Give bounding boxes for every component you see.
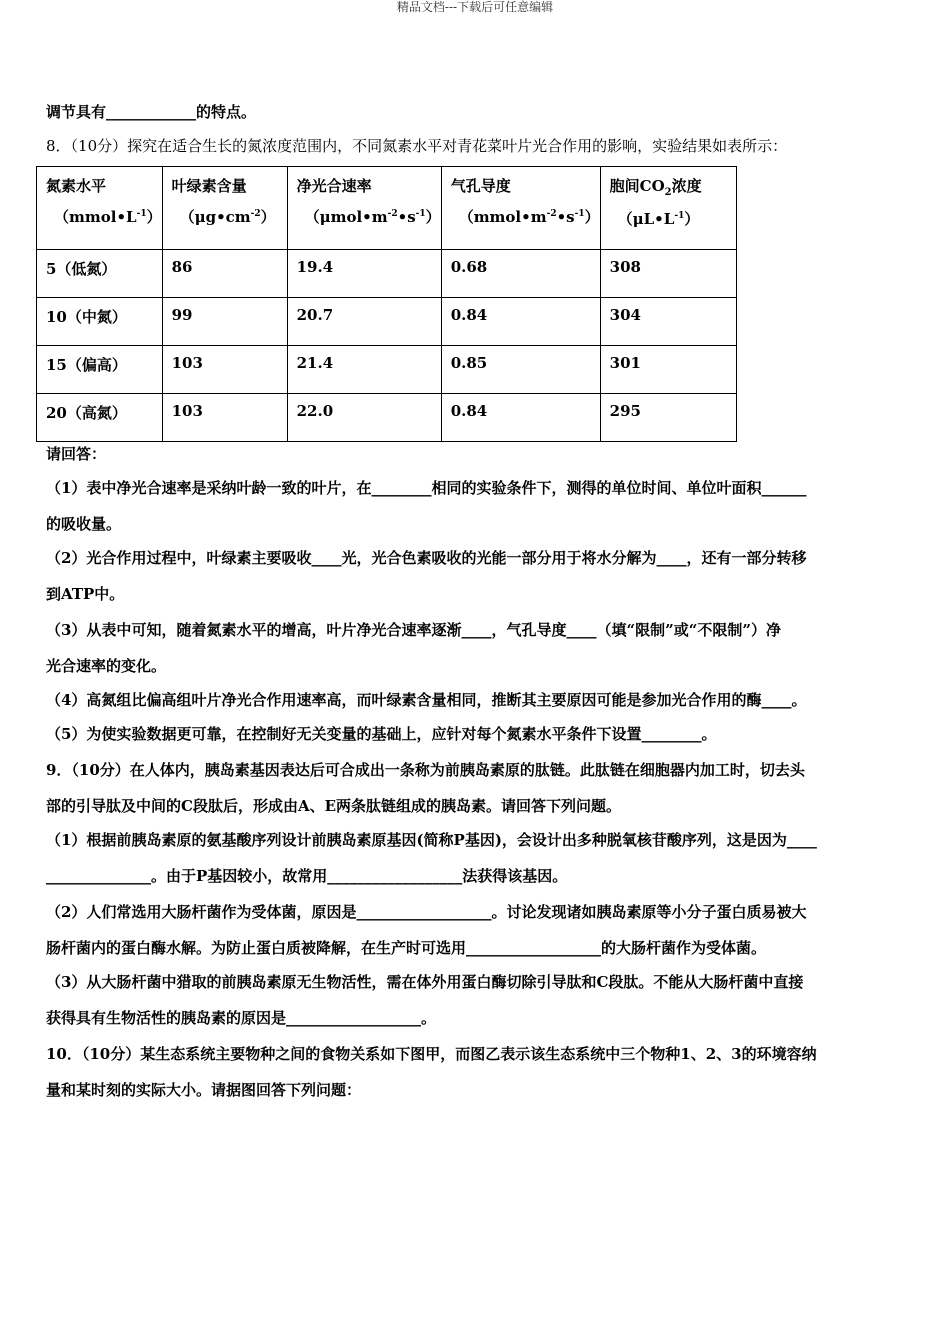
header-unit: $(mmol•L^{-1})$ (54, 208, 162, 226)
text-line: （4）高氮组比偏高组叶片净光合作用速率高，而叶绿素含量相同，推断其主要原因可能是参加光合作用的酶____。 (46, 691, 807, 709)
header-name: 净光合速率 (296, 177, 372, 195)
header-unit: $(mmol•m^{-2}•s^{-1})$ (458, 208, 600, 226)
table-row (37, 346, 737, 394)
table-cell: 308 (600, 250, 736, 298)
header-cell (441, 167, 600, 250)
header-unit: $(\mu mol•m^{-2}•s^{-1})$ (304, 208, 441, 226)
header-name: 叶绿素含量 (171, 177, 247, 195)
table-header-row (37, 167, 737, 250)
table-cell: 304 (600, 298, 736, 346)
header-cell (162, 167, 287, 250)
text-line: 肠杆菌内的蛋白酶水解。为防止蛋白质被降解，在生产时可选用__________________的大肠杆菌作为受体菌。 (46, 939, 767, 957)
table-row (37, 250, 737, 298)
table-cell: 86 (162, 250, 287, 298)
text-line: 请回答： (46, 445, 107, 463)
header-name: 气孔导度 (450, 177, 511, 195)
header-cell (37, 167, 163, 250)
header-unit: $(\mu g•cm^{-2})$ (179, 208, 276, 226)
table-cell: 295 (600, 394, 736, 442)
page-header: 精品文档---下载后可任意编辑 (396, 0, 554, 14)
text-line: （5）为使实验数据更可靠，在控制好无关变量的基础上，应针对每个氮素水平条件下设置________。 (46, 725, 717, 743)
header-cell (287, 167, 441, 250)
table-cell: 20（高氮） (37, 394, 163, 442)
text-line: 获得具有生物活性的胰岛素的原因是__________________。 (46, 1009, 437, 1027)
table-cell: 301 (600, 346, 736, 394)
table-cell: 21.4 (287, 346, 441, 394)
table-cell: 99 (162, 298, 287, 346)
question-9-heading: 9．（10分）在人体内，胰岛素基因表达后可合成出一条称为前胰岛素原的肽链。此肽链在细胞器内加工时，切去头 (46, 761, 805, 779)
text-line: （2）人们常选用大肠杆菌作为受体菌，原因是__________________。讨论发现诸如胰岛素原等小分子蛋白质易被大 (46, 903, 807, 921)
table-cell: 5（低氮） (37, 250, 163, 298)
header-name: 氮素水平 (46, 177, 107, 195)
text-line: （1）根据前胰岛素原的氨基酸序列设计前胰岛素原基因(简称P基因)，会设计出多种脱氧核苷酸序列，这是因为____ (46, 831, 817, 849)
header-name: 胞间$CO_2$浓度 (609, 177, 702, 198)
header-cell (600, 167, 736, 250)
table-cell: 0.85 (441, 346, 600, 394)
text-line: （3）从大肠杆菌中猎取的前胰岛素原无生物活性，需在体外用蛋白酶切除引导肽和C段肽。不能从大肠杆菌中直接 (46, 973, 804, 991)
text-line: （2）光合作用过程中，叶绿素主要吸收____光，光合色素吸收的光能一部分用于将水分解为____，还有一部分转移 (46, 549, 807, 567)
text-line: 量和某时刻的实际大小。请据图回答下列问题： (46, 1081, 362, 1099)
header-unit: $(\mu L•L^{-1})$ (617, 210, 700, 228)
text-line: 到ATP中。 (46, 585, 125, 603)
question-8-heading: 8．（10分）探究在适合生长的氮浓度范围内，不同氮素水平对青花菜叶片光合作用的影响，实验结果如表所示： (46, 137, 788, 155)
question-10-heading: 10．（10分）某生态系统主要物种之间的食物关系如下图甲，而图乙表示该生态系统中三个物种1、2、3的环境容纳 (46, 1045, 817, 1063)
text-line: （3）从表中可知，随着氮素水平的增高，叶片净光合速率逐渐____，气孔导度____（填“限制”或“不限制”）净 (46, 621, 781, 639)
table-cell: 0.84 (441, 298, 600, 346)
table-cell: 103 (162, 394, 287, 442)
table-cell: 22.0 (287, 394, 441, 442)
table-cell: 15（偏高） (37, 346, 163, 394)
table-cell: 19.4 (287, 250, 441, 298)
table-cell: 0.84 (441, 394, 600, 442)
text-line: 部的引导肽及中间的C段肽后，形成由A、E两条肽链组成的胰岛素。请回答下列问题。 (46, 797, 622, 815)
table-row (37, 298, 737, 346)
table-cell: 103 (162, 346, 287, 394)
text-line: ______________。由于P基因较小，故常用__________________法获得该基因。 (46, 867, 568, 885)
table-row (37, 394, 737, 442)
text-line: 光合速率的变化。 (46, 657, 167, 675)
text-line: 的吸收量。 (46, 515, 122, 533)
text-line: 调节具有____________的特点。 (46, 103, 257, 121)
table-cell: 0.68 (441, 250, 600, 298)
table-cell: 10（中氮） (37, 298, 163, 346)
nitrogen-data-table (36, 166, 737, 442)
text-line: （1）表中净光合速率是采纳叶龄一致的叶片，在________相同的实验条件下，测得的单位时间、单位叶面积______ (46, 479, 807, 497)
table-cell: 20.7 (287, 298, 441, 346)
